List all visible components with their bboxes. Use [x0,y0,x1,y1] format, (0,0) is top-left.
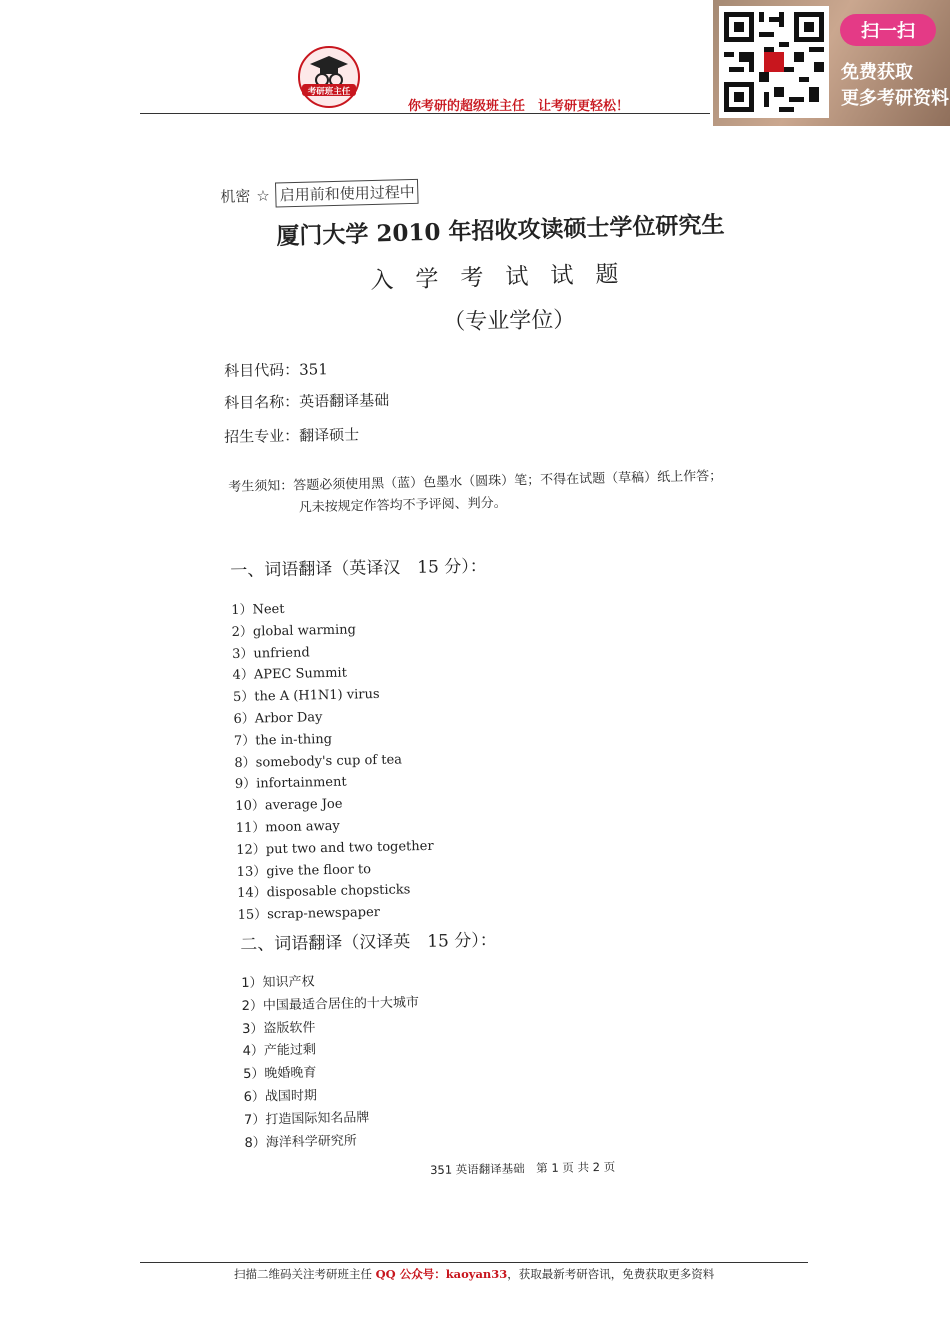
footer-qq: QQ 公众号：kaoyan33 [375,1267,508,1281]
banner-line1: 免费获取 [841,62,913,83]
footer-text [234,1266,714,1282]
list-item: 13）give the floor to [236,861,372,880]
footer-part1: 扫描二维码关注考研班主任 [234,1267,376,1281]
qr-banner [713,0,950,126]
notice-line2: 凡未按规定作答均不予评阅、判分。 [298,495,507,516]
section2-list [241,968,422,1154]
list-item: 8）somebody's cup of tea [234,752,403,771]
list-item: 5）晚婚晚育 [242,1065,317,1083]
list-item: 4）APEC Summit [232,665,348,684]
list-item: 1）知识产权 [241,974,315,991]
notice-line1: 考生须知：答题必须使用黑（蓝）色墨水（圆珠）笔；不得在试题（草稿）纸上作答； [228,468,723,495]
list-item: 6）战国时期 [243,1088,318,1105]
scan-badge-text: 扫一扫 [861,21,915,42]
list-item: 14）disposable chopsticks [237,882,411,902]
list-item: 12）put two and two together [236,838,434,858]
qr-code [719,6,829,118]
status-box: 启用前和使用过程中 [275,179,419,208]
section1-list [231,595,435,926]
list-item: 8）海洋科学研究所 [244,1133,357,1151]
list-item: 10）average Joe [235,796,343,815]
section1-heading: 一、词语翻译（英译汉 15 分）： [230,556,487,581]
footer-part3: ，获取最新考研咨讯，免费获取更多资料 [507,1267,715,1281]
list-item: 5）the A (H1N1) virus [232,687,380,706]
list-item: 6）Arbor Day [233,710,323,727]
page-number: 351 英语翻译基础 第 1 页 共 2 页 [430,1159,616,1177]
subject-code: 科目代码：351 [224,360,328,380]
logo [296,46,362,108]
scan-badge [838,10,938,50]
list-item: 7）the in-thing [233,731,333,749]
confidential-label: 机密 [220,187,251,206]
exam-subtitle: 入学考试试题 [370,260,641,294]
list-item: 1）Neet [231,601,285,618]
list-item: 2）中国最适合居住的十大城市 [241,995,420,1014]
exam-degree-type: （专业学位） [443,307,576,335]
header-divider [140,113,710,114]
list-item: 15）scrap-newspaper [237,905,381,924]
list-item: 3）unfriend [231,644,310,662]
list-item: 3）盗版软件 [242,1020,316,1037]
exam-notice [228,465,723,520]
list-item: 11）moon away [235,818,340,836]
list-item: 9）infortainment [234,774,347,793]
footer-divider [140,1262,808,1263]
list-item: 2）global warming [231,622,357,640]
logo-text: 考研班主任 [307,87,351,97]
major: 招生专业：翻译硕士 [224,425,360,446]
confidentiality-row [220,179,419,209]
list-item: 4）产能过剩 [242,1042,317,1060]
slogan: 你考研的超级班主任 让考研更轻松！ [408,99,630,114]
star-icon: ☆ [256,186,271,205]
list-item: 7）打造国际知名品牌 [243,1110,370,1128]
banner-line2: 更多考研资料 [841,88,949,109]
section2-heading: 二、词语翻译（汉译英 15 分）： [240,930,497,955]
subject-name: 科目名称：英语翻译基础 [224,391,390,412]
exam-title: 厦门大学 2010 年招收攻读硕士学位研究生 [276,211,725,250]
